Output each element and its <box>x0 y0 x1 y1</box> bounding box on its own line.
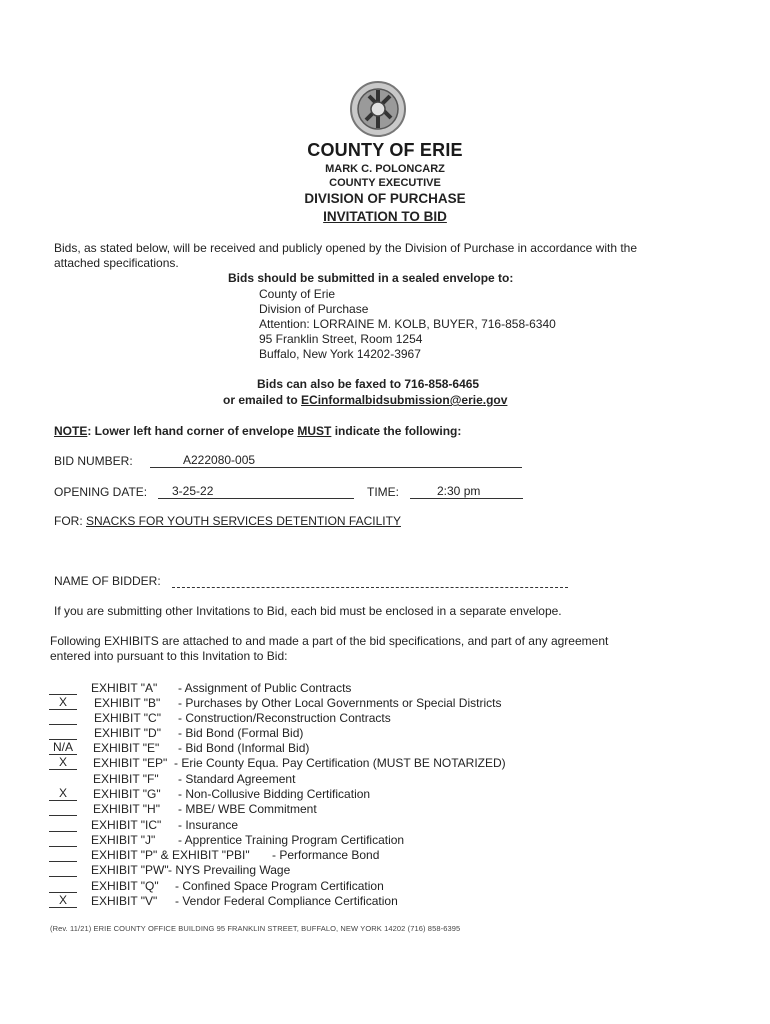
separate-envelope-note: If you are submitting other Invitations to Bid, each bid must be enclosed in a separate envelope. <box>54 604 562 618</box>
envelope-note <box>54 424 461 439</box>
intro-line-2: attached specifications. <box>54 256 179 270</box>
exhibit-v-name: EXHIBIT "V" <box>91 894 158 908</box>
note-text-after: indicate the following: <box>331 424 462 438</box>
exhibit-p-name: EXHIBIT "P" & EXHIBIT "PBI" <box>91 848 250 862</box>
exhibit-e-checkbox[interactable]: N/A <box>49 740 77 755</box>
for-line <box>54 514 401 529</box>
exhibit-ep-desc: - Erie County Equa. Pay Certification (MUST BE NOTARIZED) <box>174 756 506 770</box>
county-title: COUNTY OF ERIE <box>307 140 463 160</box>
exhibit-e-name: EXHIBIT "E" <box>93 741 160 755</box>
time-label: TIME: <box>367 485 399 499</box>
bidder-label: NAME OF BIDDER: <box>54 574 161 588</box>
for-label: FOR: <box>54 514 86 528</box>
address-line-3: Attention: LORRAINE M. KOLB, BUYER, 716-858-6340 <box>259 317 556 331</box>
exhibit-b-desc: - Purchases by Other Local Governments or Special Districts <box>178 696 502 710</box>
exhibit-j-name: EXHIBIT "J" <box>91 833 156 847</box>
time-value: 2:30 pm <box>437 484 481 498</box>
exhibit-p-desc: - Performance Bond <box>272 848 380 862</box>
exhibit-h-checkbox[interactable] <box>49 801 77 816</box>
exhibit-h-desc: - MBE/ WBE Commitment <box>178 802 317 816</box>
document-title: INVITATION TO BID <box>323 209 447 224</box>
executive-title: COUNTY EXECUTIVE <box>329 177 441 189</box>
executive-name: MARK C. POLONCARZ <box>325 163 445 175</box>
email-line <box>223 393 507 408</box>
exhibits-intro-line-2: entered into pursuant to this Invitation to Bid: <box>50 649 288 663</box>
note-text-before: : Lower left hand corner of envelope <box>87 424 298 438</box>
address-line-4: 95 Franklin Street, Room 1254 <box>259 332 423 346</box>
opening-date-value: 3-25-22 <box>172 484 214 498</box>
exhibit-q-checkbox[interactable] <box>49 878 77 893</box>
exhibit-g-name: EXHIBIT "G" <box>93 787 161 801</box>
exhibit-c-checkbox[interactable] <box>49 710 77 725</box>
exhibit-v-checkbox[interactable]: X <box>49 893 77 908</box>
exhibit-ep-checkbox[interactable]: X <box>49 755 77 770</box>
exhibit-c-name: EXHIBIT "C" <box>94 711 161 725</box>
exhibit-d-name: EXHIBIT "D" <box>94 726 161 740</box>
email-link[interactable]: ECinformalbidsubmission@erie.gov <box>301 393 508 407</box>
exhibit-h-name: EXHIBIT "H" <box>93 802 160 816</box>
opening-date-label: OPENING DATE: <box>54 485 148 499</box>
exhibit-b-name: EXHIBIT "B" <box>94 696 161 710</box>
county-seal-logo <box>349 80 407 138</box>
exhibit-f-name: EXHIBIT "F" <box>93 772 159 786</box>
note-must: MUST <box>297 424 332 438</box>
intro-line-1: Bids, as stated below, will be received and publicly opened by the Division of Purchase in accordance with the <box>54 241 638 255</box>
footer-revision-address: (Rev. 11/21) ERIE COUNTY OFFICE BUILDING 95 FRANKLIN STREET, BUFFALO, NEW YORK 14202 (716) 858-6395 <box>50 924 461 933</box>
bid-number-value: A222080-005 <box>183 453 256 467</box>
exhibit-pw-desc: - NYS Prevailing Wage <box>168 863 291 877</box>
exhibit-d-desc: - Bid Bond (Formal Bid) <box>178 726 304 740</box>
for-value: SNACKS FOR YOUTH SERVICES DETENTION FACILITY <box>86 514 401 528</box>
bid-number-label: BID NUMBER: <box>54 454 133 468</box>
exhibit-d-checkbox[interactable] <box>49 725 77 740</box>
exhibit-g-checkbox[interactable]: X <box>49 786 77 801</box>
exhibit-j-desc: - Apprentice Training Program Certification <box>178 833 405 847</box>
exhibits-intro-line-1: Following EXHIBITS are attached to and made a part of the bid specifications, and part of any agreement <box>50 634 609 648</box>
address-line-2: Division of Purchase <box>259 302 369 316</box>
bidder-name-field[interactable] <box>172 587 568 588</box>
exhibit-q-desc: - Confined Space Program Certification <box>175 879 384 893</box>
address-line-5: Buffalo, New York 14202-3967 <box>259 347 421 361</box>
exhibit-q-name: EXHIBIT "Q" <box>91 879 159 893</box>
exhibit-f-checkbox[interactable] <box>49 771 77 785</box>
exhibit-c-desc: - Construction/Reconstruction Contracts <box>178 711 391 725</box>
exhibit-a-desc: - Assignment of Public Contracts <box>178 681 352 695</box>
division-title: DIVISION OF PURCHASE <box>304 191 466 206</box>
exhibit-a-checkbox[interactable] <box>49 680 77 695</box>
exhibit-g-desc: - Non-Collusive Bidding Certification <box>178 787 371 801</box>
exhibit-f-desc: - Standard Agreement <box>178 772 296 786</box>
exhibit-ic-checkbox[interactable] <box>49 817 77 832</box>
exhibit-p-checkbox[interactable] <box>49 847 77 862</box>
fax-line: Bids can also be faxed to 716-858-6465 <box>257 377 480 391</box>
submission-heading: Bids should be submitted in a sealed envelope to: <box>228 271 514 285</box>
address-line-1: County of Erie <box>259 287 336 301</box>
exhibit-ep-name: EXHIBIT "EP" <box>93 756 168 770</box>
exhibit-j-checkbox[interactable] <box>49 832 77 847</box>
exhibit-pw-checkbox[interactable] <box>49 862 77 877</box>
note-label: NOTE <box>54 424 88 438</box>
exhibit-a-name: EXHIBIT "A" <box>91 681 158 695</box>
exhibit-e-desc: - Bid Bond (Informal Bid) <box>178 741 310 755</box>
email-prefix: or emailed to <box>223 393 302 407</box>
exhibit-v-desc: - Vendor Federal Compliance Certification <box>175 894 398 908</box>
exhibit-ic-desc: - Insurance <box>178 818 239 832</box>
exhibit-b-checkbox[interactable]: X <box>49 695 77 710</box>
exhibit-pw-name: EXHIBIT "PW" <box>91 863 169 877</box>
exhibit-ic-name: EXHIBIT "IC" <box>91 818 162 832</box>
